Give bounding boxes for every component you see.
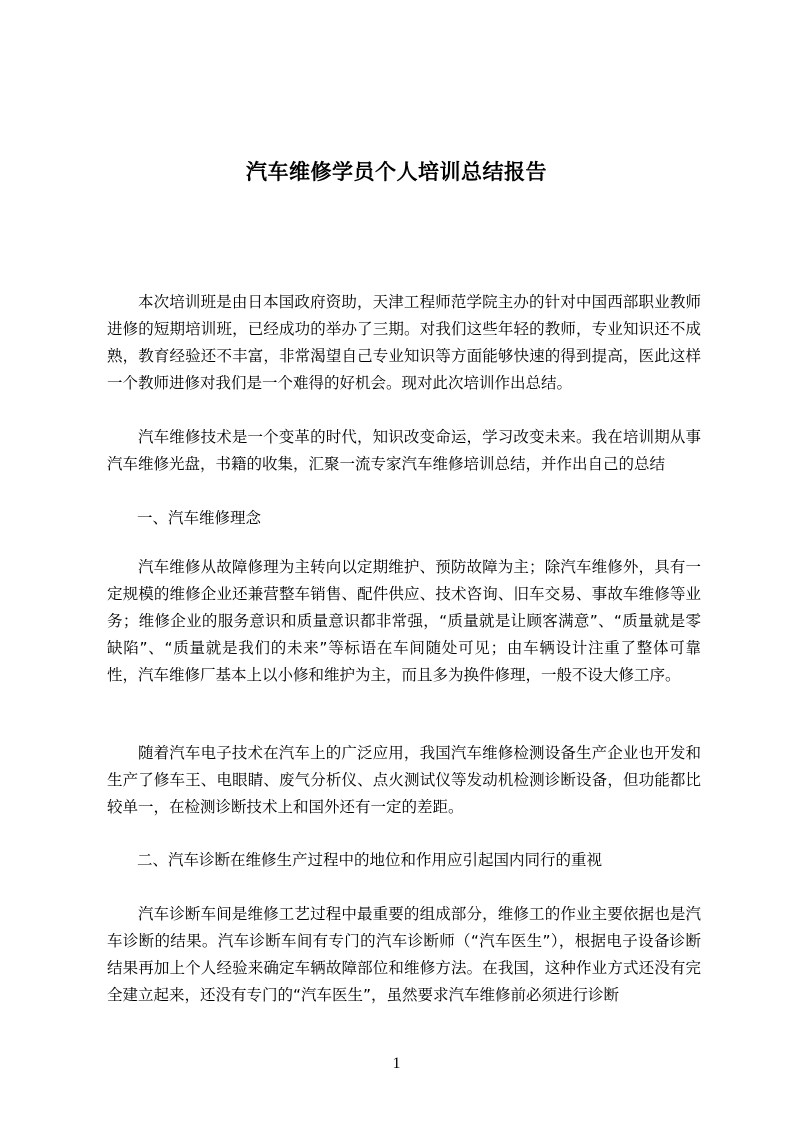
document-title: 汽车维修学员个人培训总结报告 bbox=[246, 160, 547, 185]
diagnosis-paragraph: 汽车诊断车间是维修工艺过程中最重要的组成部分，维修工的作业主要依据也是汽车诊断的结果。汽车诊断车间有专门的汽车诊断师（“汽车医生”），根据电子设备诊断结果再加上个人经验来确定车辆故障部位和维修方法。在我国，这种作业方式还没有完全建立起来，还没有专门的“汽车医生”，虽然要求汽车维修前必须进行诊断 bbox=[107, 905, 701, 1004]
era-paragraph: 汽车维修技术是一个变革的时代，知识改变命运，学习改变未来。我在培训期从事汽车维修光盘，书籍的收集，汇聚一流专家汽车维修培训总结，并作出自己的总结 bbox=[107, 428, 701, 473]
section-heading-diagnosis: 二、汽车诊断在维修生产过程中的地位和作用应引起国内同行的重视 bbox=[137, 851, 603, 869]
electronics-paragraph: 随着汽车电子技术在汽车上的广泛应用，我国汽车维修检测设备生产企业也开发和生产了修车王、电眼睛、废气分析仪、点火测试仪等发动机检测诊断设备，但功能都比较单一，在检测诊断技术上和国外还有一定的差距。 bbox=[107, 744, 701, 816]
page-number: 1 bbox=[392, 1055, 401, 1072]
concept-paragraph: 汽车维修从故障修理为主转向以定期维护、预防故障为主；除汽车维修外，具有一定规模的维修企业还兼营整车销售、配件供应、技术咨询、旧车交易、事故车维修等业务；维修企业的服务意识和质量意识都非常强，“质量就是让顾客满意”、“质量就是零缺陷”、“质量就是我们的未来”等标语在车间随处可见；由车辆设计注重了整体可靠性，汽车维修厂基本上以小修和维护为主，而且多为换件修理，一般不设大修工序。 bbox=[107, 558, 701, 684]
section-heading-concept: 一、汽车维修理念 bbox=[137, 509, 262, 527]
intro-paragraph: 本次培训班是由日本国政府资助，天津工程师范学院主办的针对中国西部职业教师进修的短期培训班，已经成功的举办了三期。对我们这些年轻的教师，专业知识还不成熟，教育经验还不丰富，非常渴望自己专业知识等方面能够快速的得到提高，医此这样一个教师进修对我们是一个难得的好机会。现对此次培训作出总结。 bbox=[107, 293, 701, 392]
